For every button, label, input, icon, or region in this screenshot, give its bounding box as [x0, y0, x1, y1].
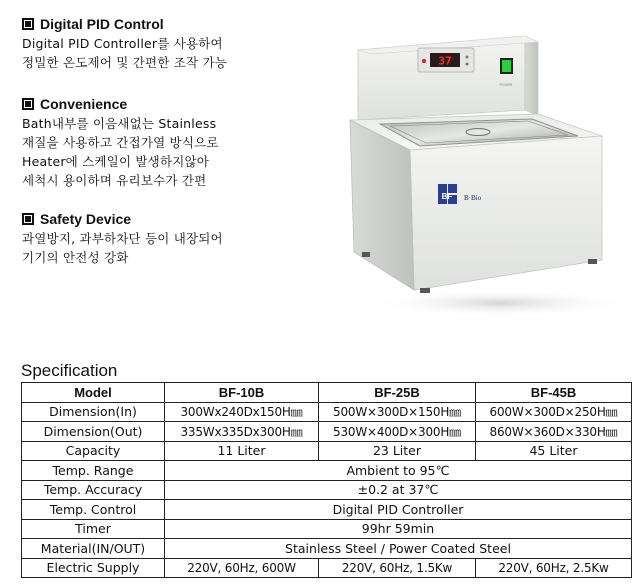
- spec-cell-span: ±0.2 at 37℃: [165, 480, 632, 500]
- temperature-display-value: 37: [438, 54, 452, 68]
- spec-cell: 220V, 60Hz, 2.5Kw: [476, 558, 632, 578]
- feature-title: Safety Device: [40, 211, 132, 227]
- spec-label: Dimension(Out): [22, 422, 165, 442]
- brand-logo-text: BF: [441, 192, 453, 201]
- spec-cell-span: Stainless Steel / Power Coated Steel: [165, 539, 632, 559]
- foot: [420, 288, 430, 293]
- spec-label: Dimension(In): [22, 402, 165, 422]
- brand-text: B·Bio: [464, 194, 482, 202]
- spec-cell: 45 Liter: [476, 441, 632, 461]
- spec-row: [22, 519, 632, 539]
- spec-label: Temp. Range: [22, 461, 165, 481]
- feature-line: 정밀한 온도제어 및 간편한 조작 가능: [22, 55, 227, 70]
- spec-cell: 335Wx335Dx300H㎜: [165, 422, 319, 442]
- spec-row: [22, 558, 632, 578]
- spec-label: Electric Supply: [22, 558, 165, 578]
- spec-row: [22, 402, 632, 422]
- spec-cell: 860W×360D×330H㎜: [476, 422, 632, 442]
- spec-header-cell: Model: [22, 383, 165, 403]
- spec-cell: 23 Liter: [319, 441, 476, 461]
- spec-row: [22, 480, 632, 500]
- feature-title: Convenience: [40, 96, 128, 112]
- spec-cell-span: 99hr 59min: [165, 519, 632, 539]
- spec-row: [22, 539, 632, 559]
- square-bullet-icon: [22, 98, 34, 110]
- feature-line: Heater에 스케일이 발생하지않아: [22, 154, 210, 169]
- spec-cell: 11 Liter: [165, 441, 319, 461]
- feature-heading: [22, 95, 342, 113]
- spec-label: Capacity: [22, 441, 165, 461]
- spec-cell-span: Ambient to 95℃: [165, 461, 632, 481]
- foot: [588, 259, 597, 264]
- controller-button: [422, 59, 426, 63]
- feature-line: Bath내부를 이음새없는 Stainless: [22, 116, 217, 131]
- spec-row: [22, 500, 632, 520]
- spec-row: [22, 461, 632, 481]
- foot: [362, 252, 370, 257]
- feature-heading: [22, 15, 342, 33]
- feature-heading: [22, 210, 342, 228]
- controller-button: [466, 63, 469, 66]
- feature-line: 기기의 안전성 강화: [22, 250, 129, 265]
- feature-line: 세척시 용이하며 유리보수가 간편: [22, 173, 207, 188]
- spec-cell: 600W×300D×250H㎜: [476, 402, 632, 422]
- spec-header-cell: BF-25B: [319, 383, 476, 403]
- spec-label: Temp. Accuracy: [22, 480, 165, 500]
- feature-line: Digital PID Controller를 사용하여: [22, 36, 223, 51]
- controller-button: [466, 56, 469, 59]
- feature-line: 과열방지, 과부하차단 등이 내장되어: [22, 231, 223, 246]
- square-bullet-icon: [22, 213, 34, 225]
- power-label: POWER: [499, 83, 513, 87]
- spec-table: [21, 382, 632, 578]
- feature-safety-device: [22, 210, 342, 267]
- spec-cell: 300Wx240Dx150H㎜: [165, 402, 319, 422]
- spec-cell: 220V, 60Hz, 1.5Kw: [319, 558, 476, 578]
- feature-line: 재질을 사용하고 간접가열 방식으로: [22, 135, 219, 150]
- spec-row: [22, 441, 632, 461]
- spec-header-cell: BF-45B: [476, 383, 632, 403]
- square-bullet-icon: [22, 18, 34, 30]
- spec-cell: 530W×400D×300H㎜: [319, 422, 476, 442]
- spec-cell: 500W×300D×150H㎜: [319, 402, 476, 422]
- spec-row: [22, 422, 632, 442]
- spec-title: Specification: [21, 361, 118, 380]
- spec-label: Timer: [22, 519, 165, 539]
- spec-header-row: [22, 383, 632, 403]
- spec-header-cell: BF-10B: [165, 383, 319, 403]
- feature-digital-pid: [22, 15, 342, 72]
- spec-cell-span: Digital PID Controller: [165, 500, 632, 520]
- bath-front-face: [410, 136, 602, 290]
- spec-label: Temp. Control: [22, 500, 165, 520]
- feature-title: Digital PID Control: [40, 16, 164, 32]
- spec-label: Material(IN/OUT): [22, 539, 165, 559]
- water-bath-product-image: [340, 28, 640, 328]
- shadow: [370, 289, 630, 317]
- feature-convenience: [22, 95, 342, 190]
- power-switch-light: [502, 60, 511, 72]
- control-tower-side: [525, 36, 538, 116]
- spec-cell: 220V, 60Hz, 600W: [165, 558, 319, 578]
